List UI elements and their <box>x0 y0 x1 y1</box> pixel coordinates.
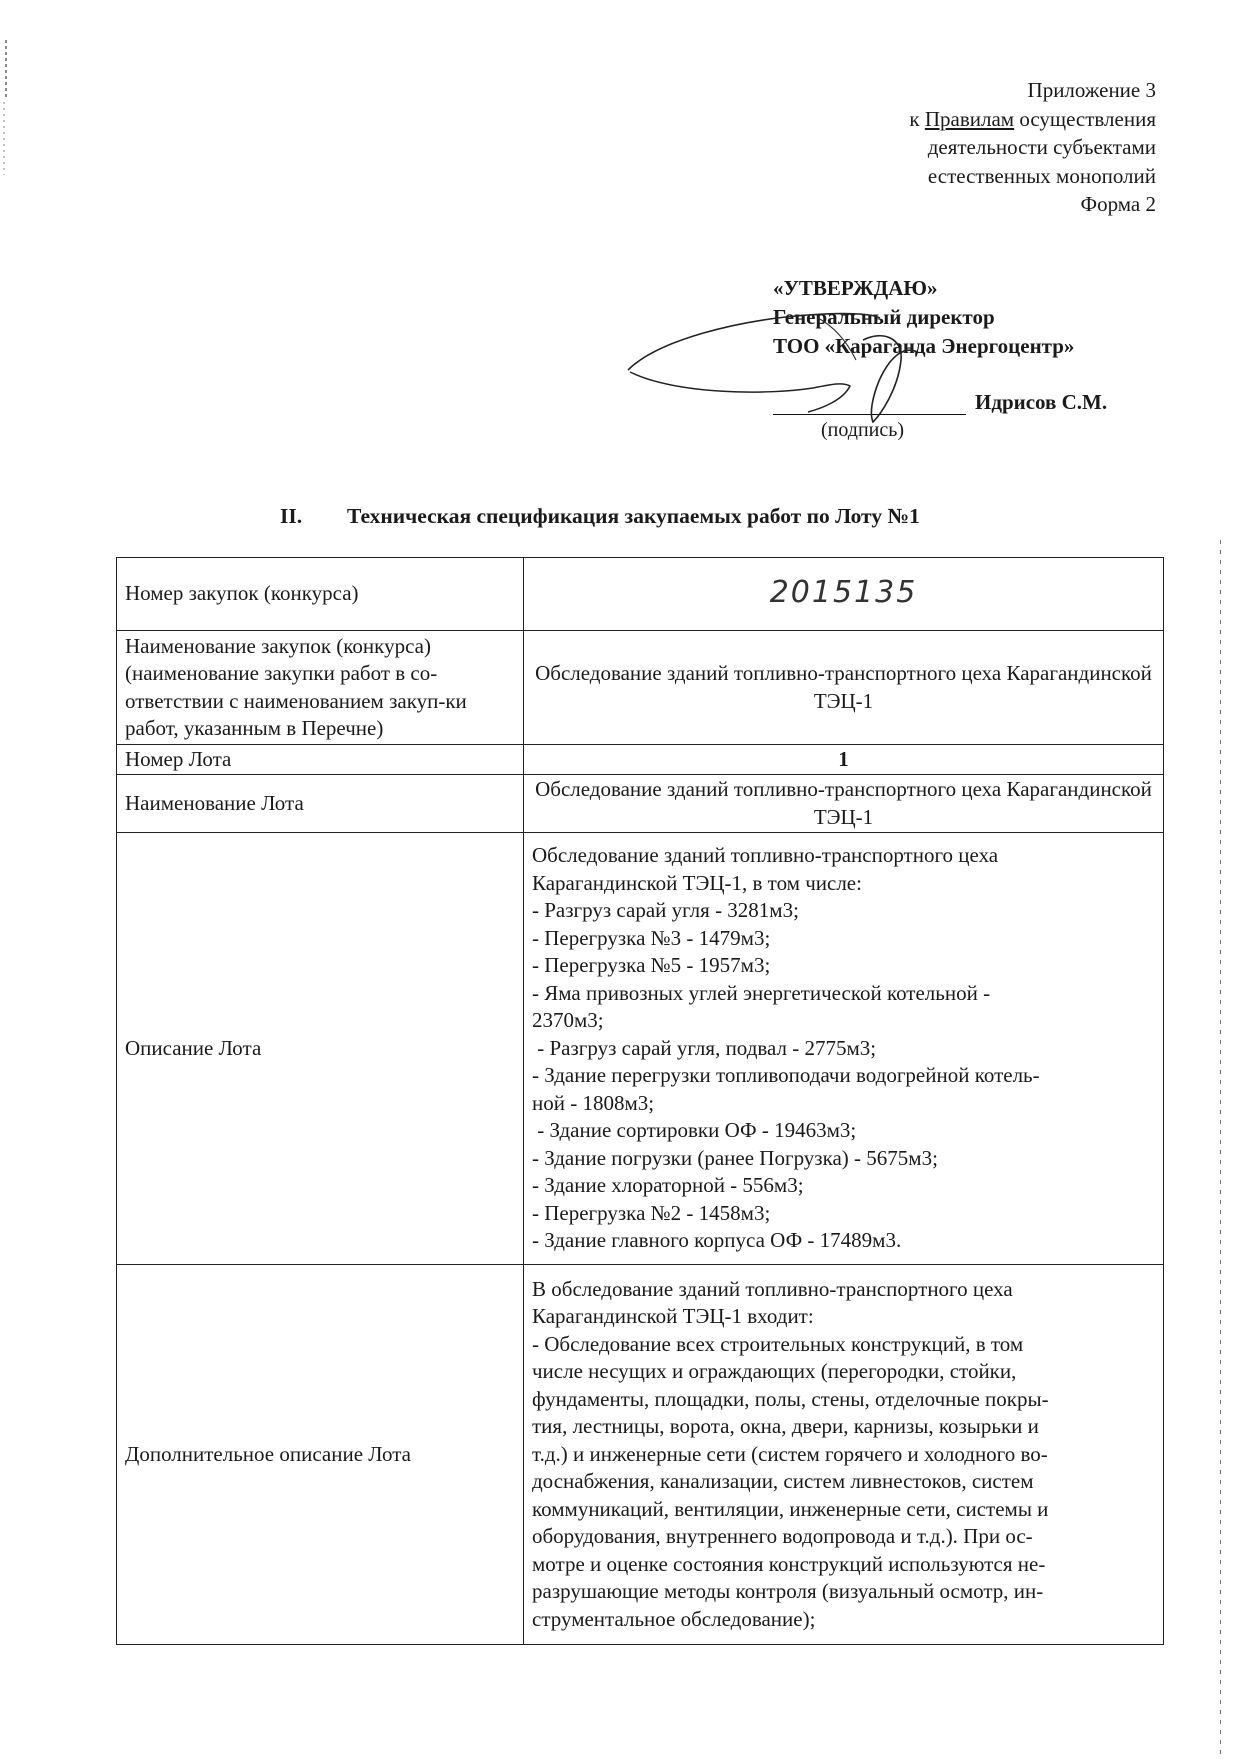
text-line: разрушающие методы контроля (визуальный осмотр, ин- <box>532 1579 1044 1604</box>
text-line: - Разгруз сарай угля, подвал - 2775м3; <box>532 1035 877 1060</box>
text-line: Карагандинской ТЭЦ-1 входит: <box>532 1304 814 1329</box>
text-line: фундаменты, площадки, полы, стены, отделочные покры- <box>532 1386 1049 1411</box>
table-row <box>117 775 1164 833</box>
text-line: струментальное обследование); <box>532 1606 816 1631</box>
text-line: - Здание погрузки (ранее Погрузка) - 5675м3; <box>532 1145 938 1170</box>
table-row <box>117 1265 1164 1645</box>
appendix-line: деятельности субъектами <box>927 135 1156 159</box>
section-title <box>280 504 1040 529</box>
text-line: числе несущих и ограждающих (перегородки, стойки, <box>532 1359 1017 1384</box>
appendix-line: Приложение 3 <box>1027 78 1156 102</box>
text-line: - Здание главного корпуса ОФ - 17489м3. <box>532 1228 902 1253</box>
text-line: - Перегрузка №3 - 1479м3; <box>532 925 771 950</box>
table-row <box>117 631 1164 745</box>
approval-heading: «УТВЕРЖДАЮ» <box>773 276 938 300</box>
text-line: коммуникаций, вентиляции, инженерные сети, системы и <box>532 1496 1049 1521</box>
text-line: тия, лестницы, ворота, окна, двери, карнизы, козырьки и <box>532 1414 1039 1439</box>
text-line: - Разгруз сарай угля - 3281м3; <box>532 898 799 923</box>
table-row <box>117 558 1164 631</box>
table-row <box>117 745 1164 775</box>
text-line: 2370м3; <box>532 1008 604 1033</box>
form-number: Форма 2 <box>1080 192 1156 216</box>
text-line: - Здание перегрузки топливоподачи водогрейной котель- <box>532 1063 1040 1088</box>
text-line: - Здание хлораторной - 556м3; <box>532 1173 804 1198</box>
text-line: доснабжения, канализации, систем ливнестоков, систем <box>532 1469 1034 1494</box>
text-line: Карагандинской ТЭЦ-1, в том числе: <box>532 870 862 895</box>
row-value: Обследование зданий топливно-транспортного цеха Карагандинской ТЭЦ-1 <box>524 775 1164 833</box>
approver-position: Генеральный директор <box>773 305 995 329</box>
text-line: ной - 1808м3; <box>532 1090 655 1115</box>
scan-margin-marks <box>0 40 16 180</box>
row-value <box>524 1265 1164 1645</box>
scan-edge-mark <box>1219 540 1222 1754</box>
handwritten-signature <box>618 300 938 430</box>
text-line: В обследование зданий топливно-транспортного цеха <box>532 1276 1013 1301</box>
signature-caption: (подпись) <box>821 419 905 441</box>
signer-name: Идрисов С.М. <box>975 390 1108 414</box>
text-line: оборудования, внутреннего водопровода и т.д.). При ос- <box>532 1524 1033 1549</box>
specification-table <box>116 557 1164 1645</box>
appendix-line: естественных монополий <box>927 163 1156 188</box>
row-value <box>524 558 1164 631</box>
row-label: Наименование закупок (конкурса) (наименование закупки работ в со-ответствии с наименованием закуп-ки работ, указанным в Перечне) <box>117 631 524 745</box>
appendix-line: к Правилам осуществления <box>909 106 1156 131</box>
text-line: - Обследование всех строительных конструкций, в том <box>532 1331 1024 1356</box>
row-label: Номер Лота <box>117 745 524 775</box>
row-label: Дополнительное описание Лота <box>117 1265 524 1645</box>
row-label: Описание Лота <box>117 833 524 1265</box>
row-value: 1 <box>524 745 1164 775</box>
text-line: - Перегрузка №5 - 1957м3; <box>532 953 771 978</box>
row-label: Наименование Лота <box>117 775 524 833</box>
text-line: т.д.) и инженерные сети (систем горячего и холодного во- <box>532 1441 1048 1466</box>
row-label: Номер закупок (конкурса) <box>117 558 524 631</box>
row-value: Обследование зданий топливно-транспортного цеха Карагандинской ТЭЦ-1 <box>524 631 1164 745</box>
text-line: - Здание сортировки ОФ - 19463м3; <box>532 1118 857 1143</box>
text-line: - Яма привозных углей энергетической котельной - <box>532 980 991 1005</box>
text-line: мотре и оценке состояния конструкций используются не- <box>532 1551 1046 1576</box>
handwritten-number: 2015135 <box>769 574 918 610</box>
text-line: Обследование зданий топливно-транспортного цеха <box>532 843 999 868</box>
section-heading: Техническая спецификация закупаемых работ по Лоту №1 <box>347 504 920 528</box>
approver-company: ТОО «Караганда Энергоцентр» <box>773 334 1075 358</box>
text-line: - Перегрузка №2 - 1458м3; <box>532 1200 771 1225</box>
appendix-header <box>760 76 1156 219</box>
table-row <box>117 833 1164 1265</box>
row-value <box>524 833 1164 1265</box>
rules-link: Правилам <box>924 106 1015 131</box>
section-number: II. <box>280 504 303 528</box>
